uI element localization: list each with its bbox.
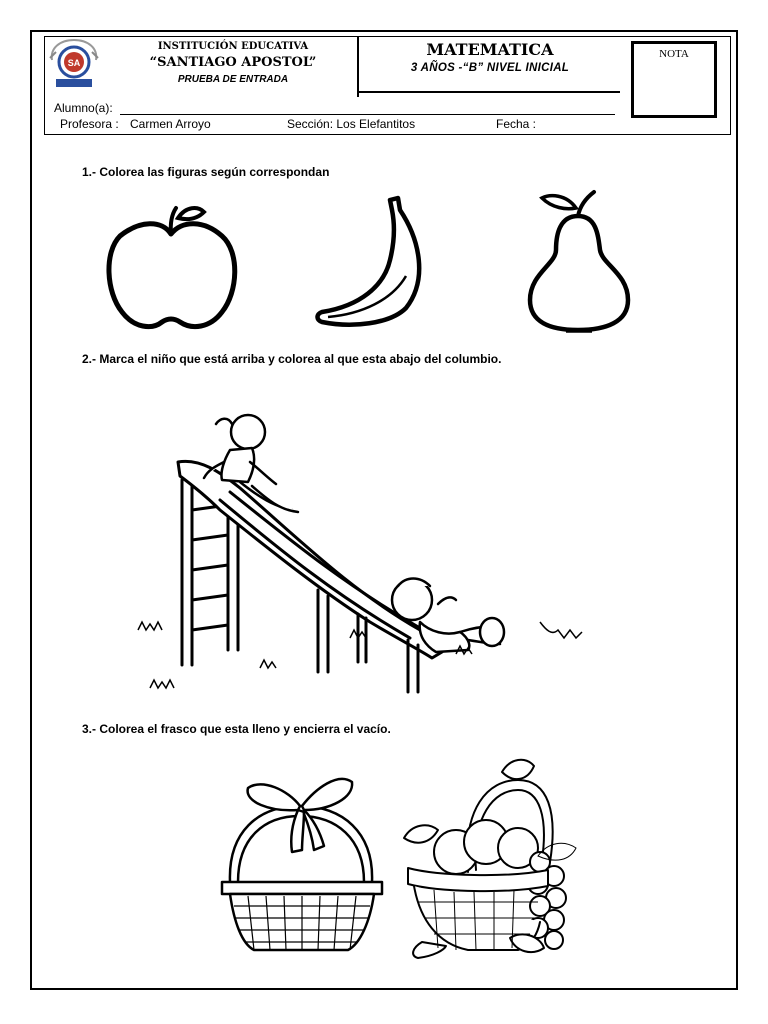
student-name-field[interactable]: [120, 114, 615, 115]
slide-drawing: [120, 400, 600, 700]
institution-label: INSTITUCIÓN EDUCATIVA: [157, 41, 309, 52]
student-name-label: Alumno(a):: [54, 101, 113, 115]
school-name: “SANTIAGO APOSTOL”: [149, 55, 317, 70]
question-2: 2.- Marca el niño que está arriba y colorea al que esta abajo del columbio.: [82, 352, 502, 366]
section-text: Sección: Los Elefantitos: [287, 117, 416, 131]
question-3: 3.- Colorea el frasco que esta lleno y encierra el vacío.: [82, 722, 391, 736]
date-label: Fecha :: [496, 117, 537, 131]
teacher-value: Carmen Arroyo: [130, 117, 211, 131]
logo-initials: SA: [67, 58, 81, 68]
subject-title: MATEMATICA: [426, 40, 554, 59]
teacher-label: Profesora :: [60, 117, 119, 131]
grade-label: NOTA: [659, 48, 689, 60]
apple-drawing: [100, 200, 250, 335]
pear-drawing: [522, 188, 642, 338]
exam-name: PRUEBA DE ENTRADA: [177, 74, 289, 85]
school-logo: [46, 38, 102, 94]
banana-drawing: [312, 190, 442, 335]
full-basket-drawing: [398, 752, 583, 962]
empty-basket-drawing: [218, 762, 388, 957]
question-1: 1.- Colorea las figuras según correspondan: [82, 165, 330, 179]
level-label: 3 AÑOS -“B” NIVEL INICIAL: [410, 62, 570, 74]
header-rule: [358, 91, 620, 93]
